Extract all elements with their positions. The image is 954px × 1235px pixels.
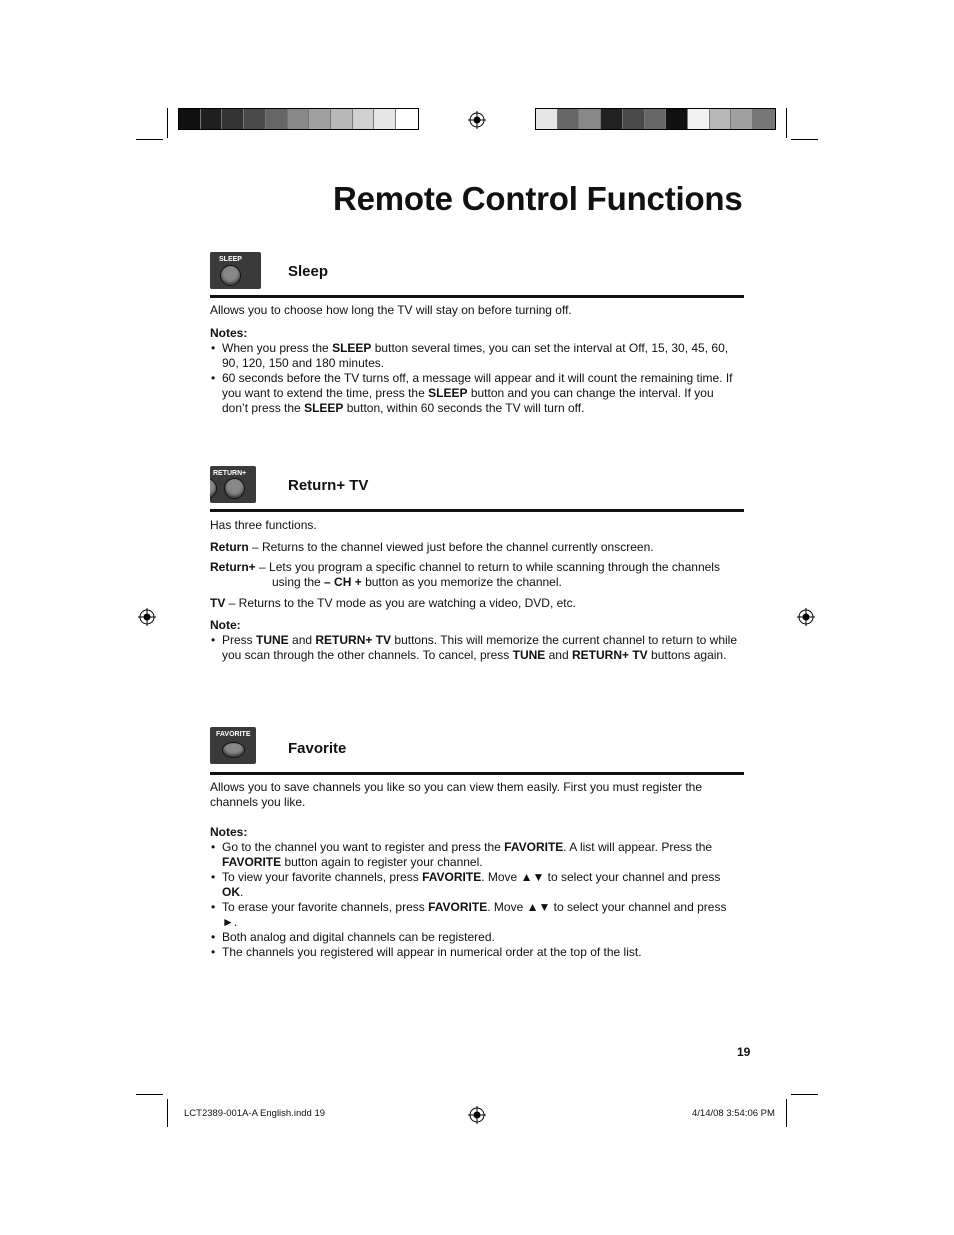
color-swatch [374, 109, 396, 129]
page-title: Remote Control Functions [333, 180, 743, 217]
favorite-button-icon [210, 727, 256, 764]
color-swatch [710, 109, 732, 129]
remote-button-shape [224, 478, 245, 499]
notes-list [210, 341, 740, 416]
registration-mark-icon [468, 111, 486, 129]
favorite-body [210, 780, 740, 960]
section-divider [210, 509, 744, 512]
registration-mark-icon [797, 608, 815, 626]
notes-heading: Note: [210, 618, 241, 632]
color-swatch [396, 109, 418, 129]
color-swatch [309, 109, 331, 129]
sleep-description: Allows you to choose how long the TV will stay on before turning off. [210, 303, 572, 317]
color-swatch [353, 109, 375, 129]
notes-heading: Notes: [210, 326, 248, 340]
section-title-return: Return+ TV [288, 477, 369, 494]
list-item: • 60 seconds before the TV turns off, a message will appear and it will count the remaining time. If you want to extend the time, press the SLEEP button and you can change the interval. If you don’t press the SLEEP button, within 60 seconds the TV will turn off. [210, 371, 740, 416]
section-title-sleep: Sleep [288, 263, 329, 280]
registration-mark-icon [468, 1106, 486, 1124]
favorite-description: Allows you to save channels you like so you can view them easily. First you must register the channels you like. [210, 780, 702, 809]
color-swatch [179, 109, 201, 129]
crop-mark [167, 108, 168, 138]
crop-mark [136, 1094, 163, 1095]
color-swatch [579, 109, 601, 129]
color-swatch [266, 109, 288, 129]
sleep-button-icon [210, 252, 261, 289]
crop-mark [136, 139, 163, 140]
remote-button-shape [210, 478, 217, 499]
return-definition: Return – Returns to the channel viewed just before the channel currently onscreen. [210, 540, 654, 554]
sleep-body [210, 303, 740, 416]
color-swatch [288, 109, 310, 129]
color-swatch [331, 109, 353, 129]
color-swatch [201, 109, 223, 129]
color-bar-right [535, 108, 776, 130]
notes-heading: Notes: [210, 825, 248, 839]
crop-mark [786, 1099, 787, 1127]
color-swatch [536, 109, 558, 129]
section-divider [210, 772, 744, 775]
notes-list [210, 840, 740, 960]
color-swatch [645, 109, 667, 129]
return-body [210, 518, 740, 663]
icon-label: SLEEP [219, 256, 242, 263]
return-plus-button-icon [210, 466, 256, 503]
list-item: • Go to the channel you want to register and press the FAVORITE. A list will appear. Press the FAVORITE button again to register your channel. [210, 840, 740, 870]
tv-definition: TV – Returns to the TV mode as you are watching a video, DVD, etc. [210, 596, 576, 610]
notes-list [210, 633, 740, 663]
footer-date: 4/14/08 3:54:06 PM [692, 1108, 775, 1119]
icon-label: FAVORITE [216, 731, 251, 738]
color-swatch [753, 109, 775, 129]
section-divider [210, 295, 744, 298]
color-swatch [688, 109, 710, 129]
section-title-favorite: Favorite [288, 740, 347, 757]
crop-mark [791, 139, 818, 140]
remote-button-shape [222, 742, 245, 758]
color-swatch [244, 109, 266, 129]
color-swatch [731, 109, 753, 129]
registration-mark-icon [138, 608, 156, 626]
returnplus-definition: Return+ – Lets you program a specific channel to return to while scanning through the channels using the – CH + button as you memorize the channel. [210, 560, 720, 589]
crop-mark [786, 108, 787, 138]
color-swatch [558, 109, 580, 129]
return-description: Has three functions. [210, 518, 317, 532]
remote-button-shape [220, 265, 241, 286]
color-swatch [623, 109, 645, 129]
list-item: • When you press the SLEEP button several times, you can set the interval at Off, 15, 30, 45, 60, 90, 120, 150 and 180 minutes. [210, 341, 740, 371]
list-item: • Press TUNE and RETURN+ TV buttons. This will memorize the current channel to return to while you scan through the other channels. To cancel, press TUNE and RETURN+ TV buttons again. [210, 633, 740, 663]
color-swatch [222, 109, 244, 129]
icon-label: RETURN+ [213, 470, 247, 477]
crop-mark [167, 1099, 168, 1127]
crop-mark [791, 1094, 818, 1095]
list-item: • To erase your favorite channels, press FAVORITE. Move ▲▼ to select your channel and press ►. [210, 900, 740, 930]
list-item: • To view your favorite channels, press FAVORITE. Move ▲▼ to select your channel and press OK. [210, 870, 740, 900]
footer-file: LCT2389-001A-A English.indd 19 [184, 1108, 326, 1119]
list-item: • Both analog and digital channels can be registered. [210, 930, 740, 945]
color-swatch [666, 109, 688, 129]
page-number: 19 [737, 1045, 751, 1059]
list-item: • The channels you registered will appear in numerical order at the top of the list. [210, 945, 740, 960]
color-swatch [601, 109, 623, 129]
color-bar-left [178, 108, 419, 130]
